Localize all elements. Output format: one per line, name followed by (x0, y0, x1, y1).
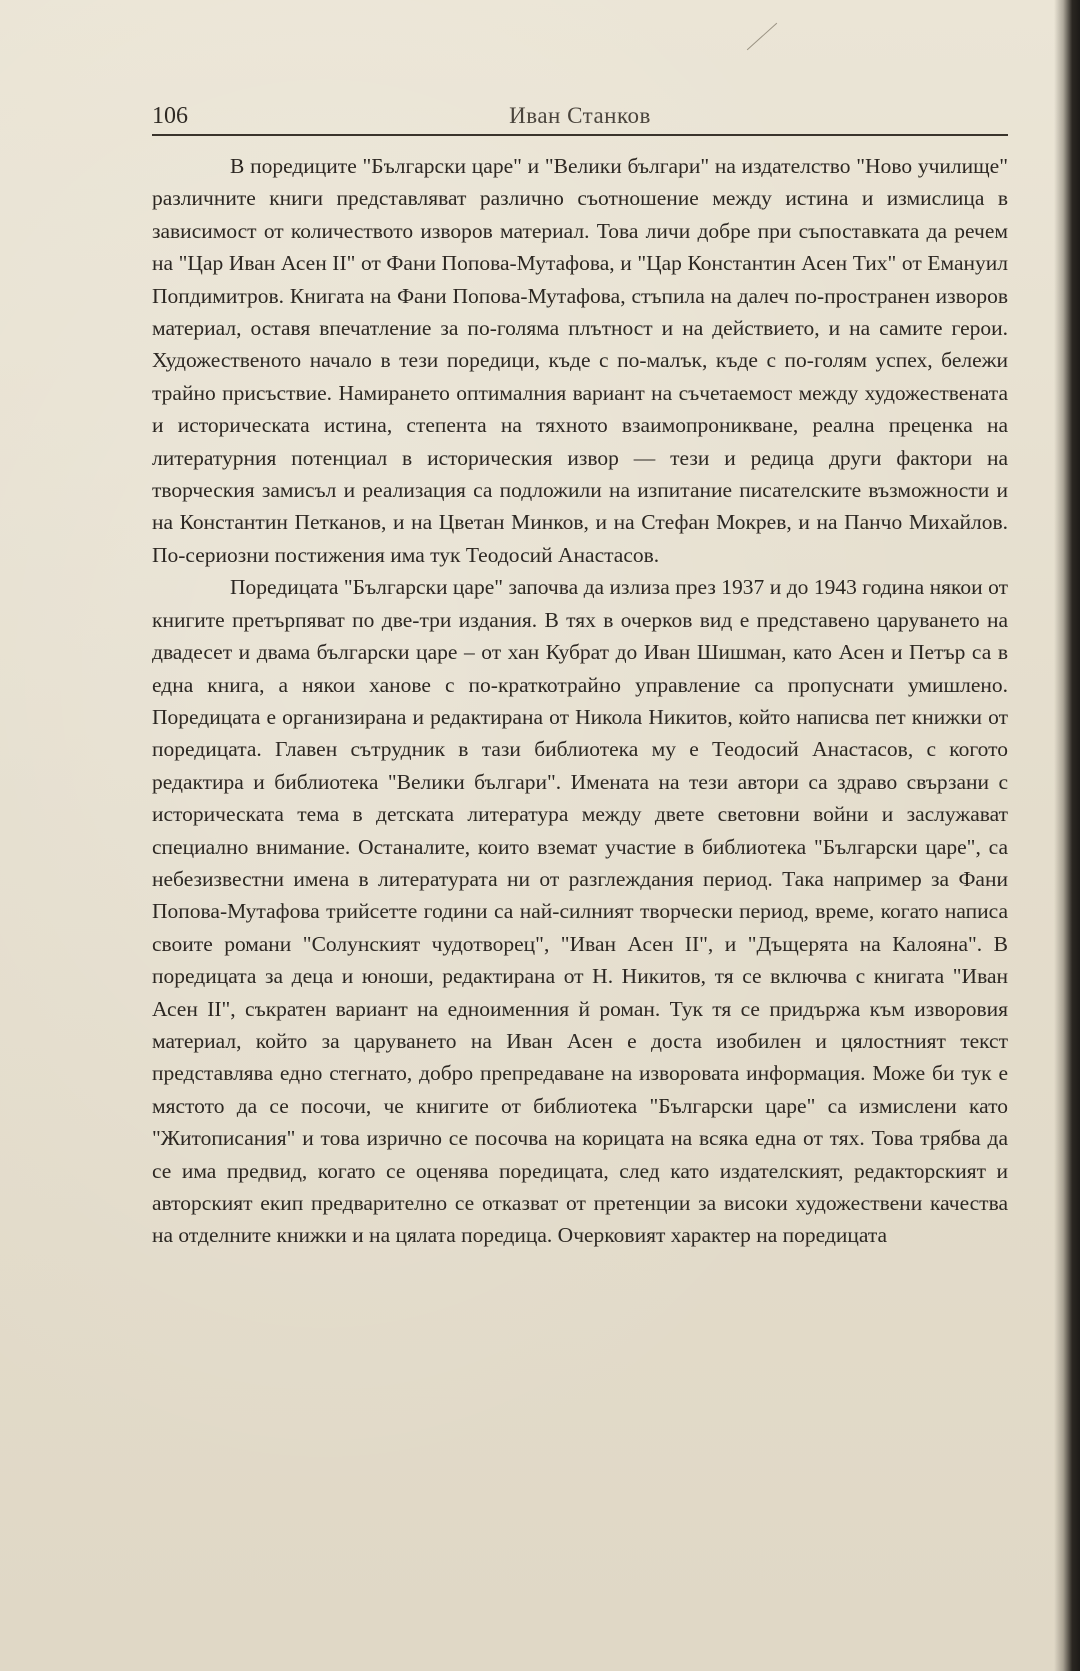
running-header (152, 100, 1008, 136)
paragraph: В поредиците "Български царе" и "Велики българи" на издателство "Ново училище" различните книги представляват различно съотношение между истина и измислица в зависимост от количеството изворов материал. Това личи добре при съпоставката да речем на "Цар Иван Асен II" от Фани Попова-Мутафова, и "Цар Константин Асен Тих" от Емануил Попдимитров. Книгата на Фани Попова-Мутафова, стъпила на далеч по-пространен изворов материал, оставя впечатление за по-голяма плътност и на действието, и на самите герои. Художественото начало в тези поредици, къде с по-малък, къде с по-голям успех, бележи трайно присъствие. Намирането оптималния вариант на съчетаемост между художествената и историческата истина, степента на тяхното взаимопроникване, реална преценка на литературния потенциал в историческия извор — тези и редица други фактори на творческия замисъл и реализация са подложили на изпитание писателските възможности и на Константин Петканов, и на Цветан Минков, и на Стефан Мокрев, и на Панчо Михайлов. По-сериозни постижения има тук Теодосий Анастасов. (152, 154, 1008, 567)
book-spine-shadow (1054, 0, 1080, 1671)
scan-artifact (747, 23, 777, 51)
page-number: 106 (152, 103, 188, 129)
body-text (152, 150, 1008, 1252)
running-title: Иван Станков (509, 103, 651, 128)
paragraph: Поредицата "Български царе" започва да излиза през 1937 и до 1943 година някои от книгите претърпяват по две-три издания. В тях в очерков вид е представено царуването на двадесет и двама български царе – от хан Кубрат до Иван Шишман, като Асен и Петър са в една книга, а някои ханове с по-краткотрайно управление са пропуснати умишлено. Поредицата е организирана и редактирана от Никола Никитов, който написва пет книжки от поредицата. Главен сътрудник в тази библиотека му е Теодосий Анастасов, с когото редактира и библиотека "Велики българи". Имената на тези автори са здраво свързани с историческата тема в детската литература между двете световни войни и заслужават специално внимание. Останалите, които вземат участие в библиотека "Български царе", са небезизвестни имена в литературата ни от разглеждания период. Така например за Фани Попова-Мутафова трийсетте години са най-силният творчески период, време, когато написа своите романи "Солунският чудотворец", "Иван Асен II", и "Дъщерята на Калояна". В поредицата за деца и юноши, редактирана от Н. Никитов, тя се включва с книгата "Иван Асен II", съкратен вариант на едноименния й роман. Тук тя се придържа към изворовия материал, който за царуването на Иван Асен е доста изобилен и цялостният текст представлява едно стегнато, добро препредаване на изворовата информация. Може би тук е мястото да се посочи, че книгите от библиотека "Български царе" са измислени като "Житописания" и това изрично се посочва на корицата на всяка една от тях. Това трябва да се има предвид, когато се оценява поредицата, след като издателският, редакторският и авторският екип предварително се отказват от претенции за високи художествени качества на отделните книжки и на цялата поредица. Очерковият характер на поредицата (152, 575, 1008, 1248)
